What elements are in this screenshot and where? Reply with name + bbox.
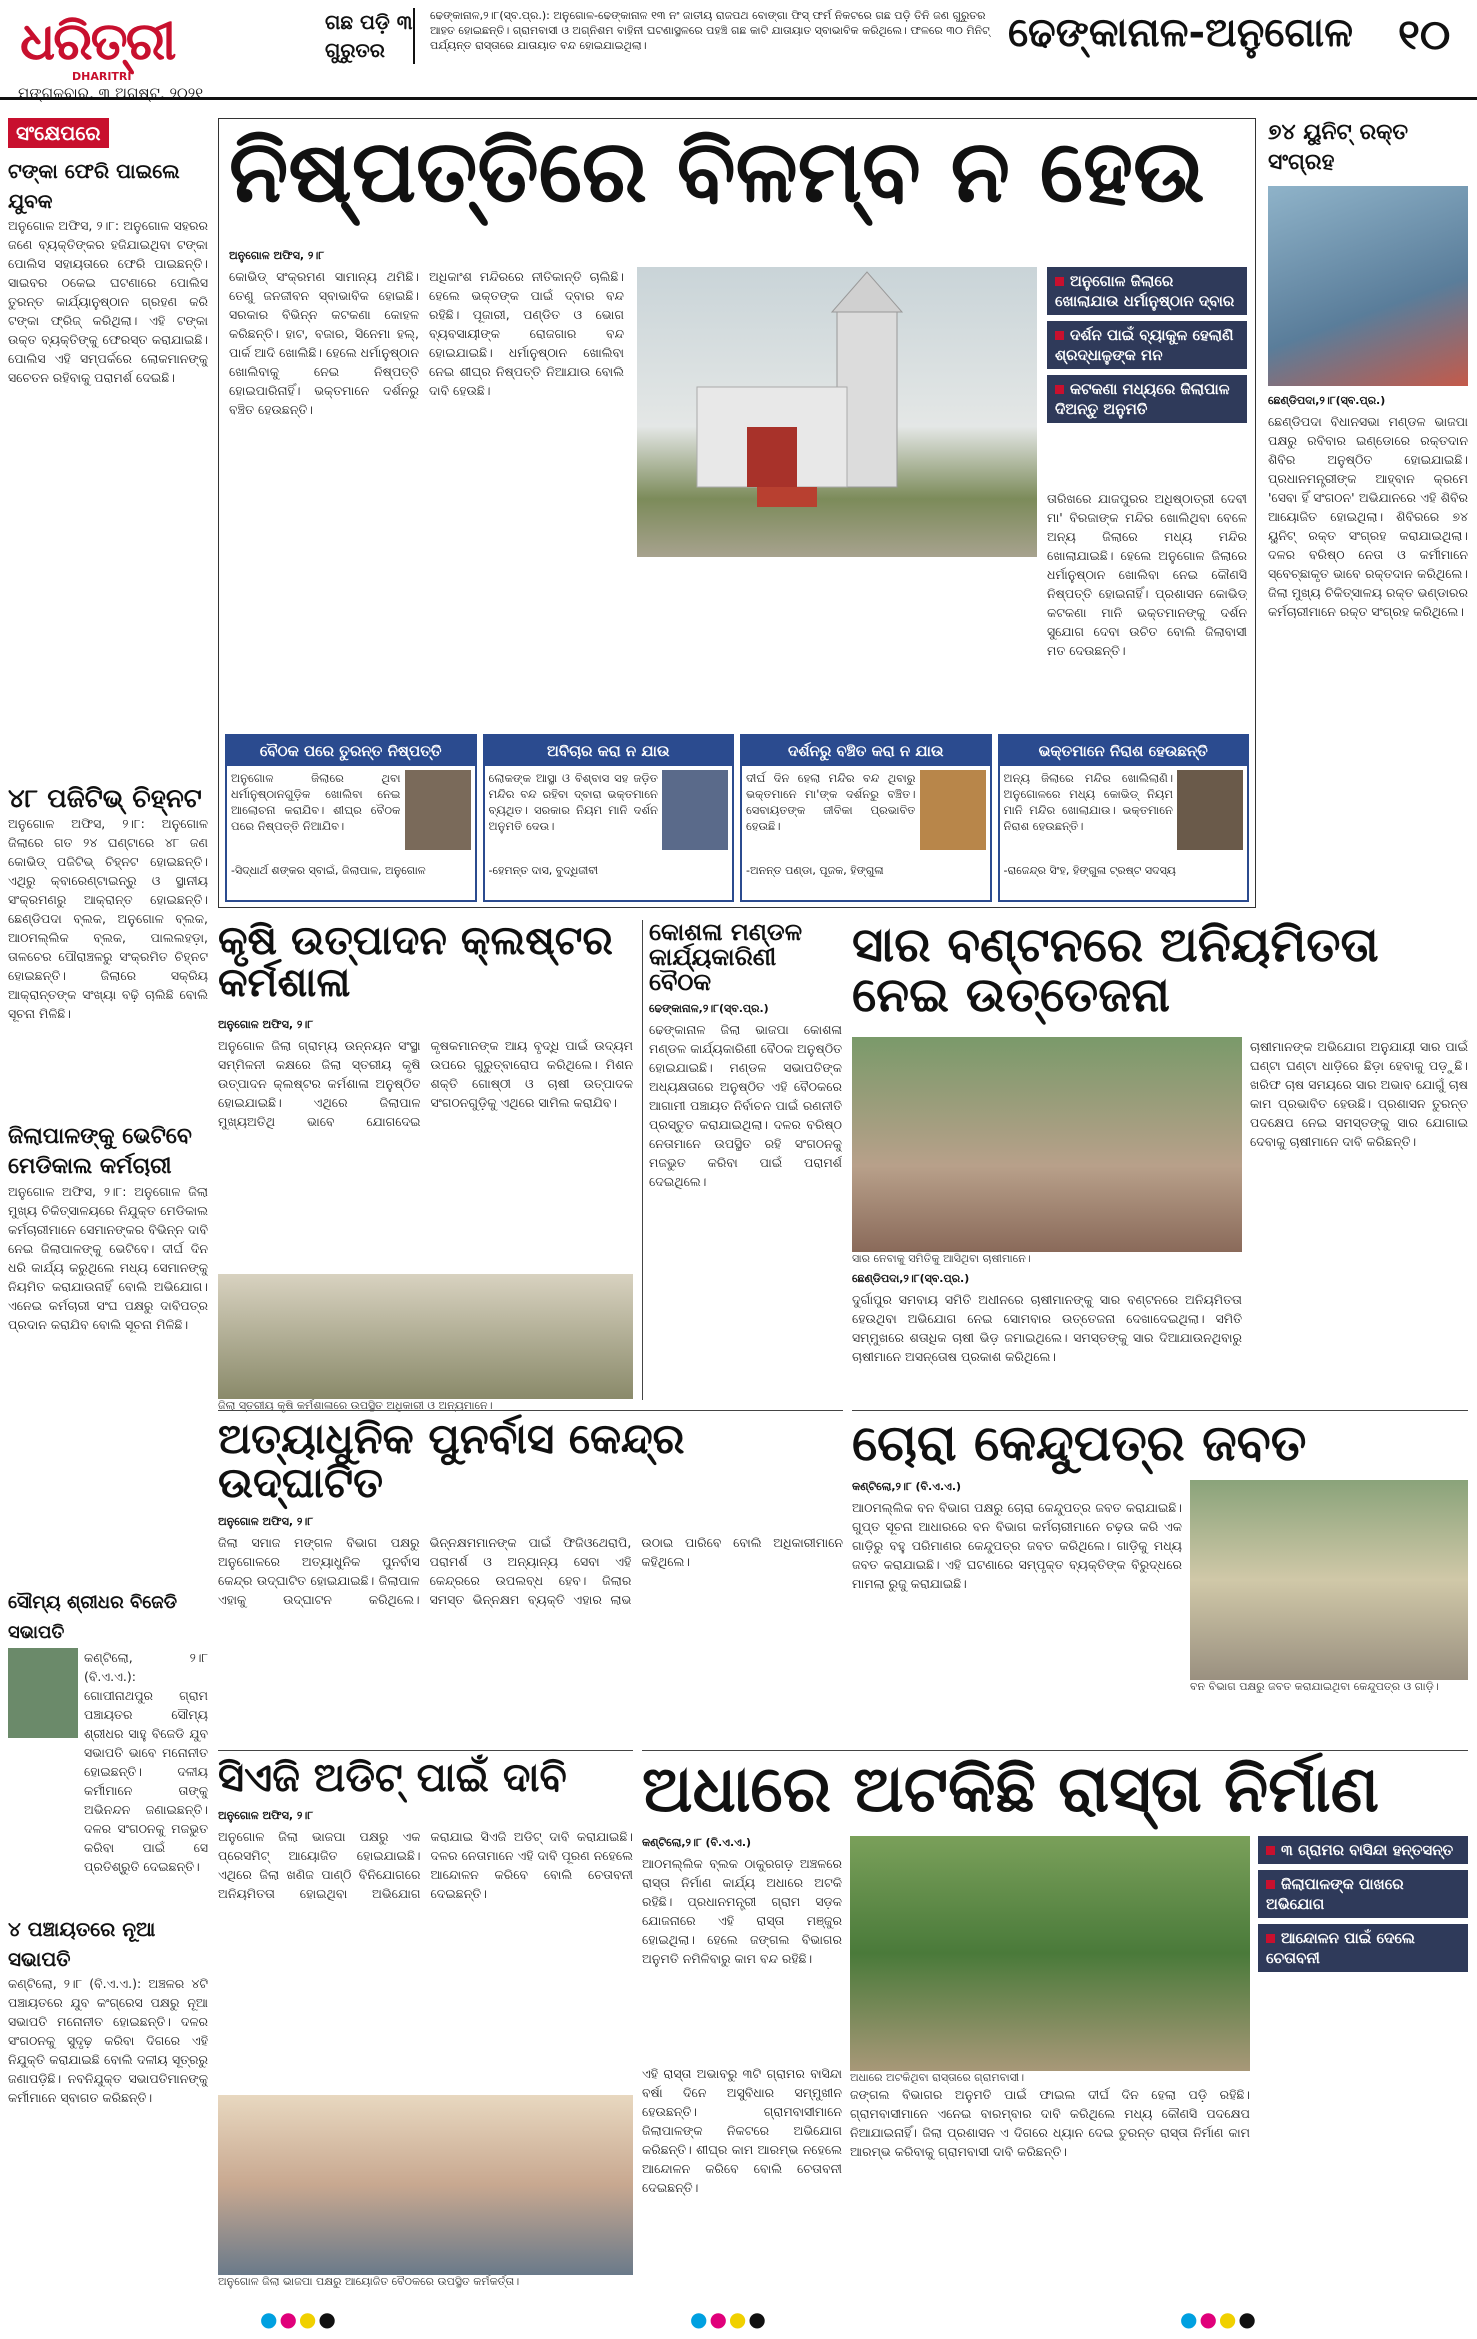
brief-1-headline: ଟଙ୍କା ଫେରି ପାଇଲେ ଯୁବକ <box>8 159 180 213</box>
opinion-box-3 <box>740 734 992 902</box>
fert-headline: ସାର ବଣ୍ଟନରେ ଅନିୟମିତତା ନେଇ ଉତ୍ତେଜନା <box>852 917 1379 1024</box>
kendu-dateline: କଣ୍ଟିଲୋ,୨।୮ (ବି.ଏ.ଏ.) <box>852 1479 962 1493</box>
opinion-3-head: ଦର୍ଶନରୁ ବଞ୍ଚିତ କରା ନ ଯାଉ <box>742 736 990 766</box>
brief-4-text: କଣ୍ଟିଲୋ, ୨।୮ (ବି.ଏ.ଏ.): ଗୋପୀନାଥପୁର ଗ୍ରାମ ପଞ୍ଚାୟତର ସୌମ୍ୟ ଶ୍ରୀଧର ସାହୁ ବିଜେଡି ଯୁବ ସଭାପତି ଭାବେ ମନୋନୀତ ହୋଇଛନ୍ତି। ଦଳୀୟ କର୍ମୀମାନେ ତାଙ୍କୁ ଅଭିନନ୍ଦନ ଜଣାଇଛନ୍ତି। ଦଳର ସଂଗଠନକୁ ମଜଭୁତ କରିବା ପାଇଁ ସେ ପ୍ରତିଶ୍ରୁତି ଦେଇଛନ୍ତି। <box>84 1650 208 1874</box>
rehab-headline: ଅତ୍ୟାଧୁନିକ ପୁନର୍ବାସ କେନ୍ଦ୍ର ଉଦ୍‌ଘାଟିତ <box>218 1414 685 1508</box>
cag-byline: ଅନୁଗୋଳ ଅଫିସ, ୨।୮ <box>218 1809 314 1822</box>
section-name: ଢେଙ୍କାନାଳ-ଅନୁଗୋଳ <box>1008 10 1354 56</box>
road-text-3: ଜଙ୍ଗଲ ବିଭାଗର ଅନୁମତି ପାଇଁ ଫାଇଲ ଦୀର୍ଘ ଦିନ ହେଲା ପଡ଼ି ରହିଛି। ଗ୍ରାମବାସୀମାନେ ଏନେଇ ବାରମ୍ବାର ଦାବି କରିଥିଲେ ମଧ୍ୟ କୌଣସି ପଦକ୍ଷେପ ନିଆଯାଇନାହିଁ। ଜିଲା ପ୍ରଶାସନ ଏ ଦିଗରେ ଧ୍ୟାନ ଦେଇ ତୁରନ୍ତ ରାସ୍ତା ନିର୍ମାଣ କାମ ଆରମ୍ଭ କରିବାକୁ ଗ୍ରାମବାସୀ ଦାବି କରିଛନ୍ତି। <box>850 2087 1250 2160</box>
blood-photo <box>1268 186 1468 386</box>
road-photo <box>850 1836 1250 2071</box>
fert-text-1: ଦୁର୍ଗାପୁର ସମବାୟ ସମିତି ଅଧୀନରେ ଚାଷୀମାନଙ୍କୁ ସାର ବଣ୍ଟନରେ ଅନିୟମିତତା ହେଉଥିବା ଅଭିଯୋଗ ନେଇ ସୋମବାର ଉତ୍ତେଜନା ଦେଖାଦେଇଥିଲା। ସମିତି ସମ୍ମୁଖରେ ଶତାଧିକ ଚାଷୀ ଭିଡ଼ ଜମାଇଥିଲେ। ସମସ୍ତଙ୍କୁ ସାର ଦିଆଯାଉନଥିବାରୁ ଚାଷୀମାନେ ଅସନ୍ତୋଷ ପ୍ରକାଶ କରିଥିଲେ। <box>852 1291 1242 1364</box>
left-column <box>8 118 208 2308</box>
fert-story <box>852 917 1468 1400</box>
lead-bullets <box>1047 267 1247 423</box>
opinion-4-head: ଭକ୍ତମାନେ ନିରାଶ ହେଉଛନ୍ତି <box>1000 736 1248 766</box>
temple-illustration <box>637 267 1037 557</box>
kendu-headline: ଚୋରା କେନ୍ଦୁପତ୍ର ଜବତ <box>852 1414 1307 1472</box>
masthead <box>0 0 1477 100</box>
opinion-row <box>225 734 1249 902</box>
brief-label: ସଂକ୍ଷେପରେ <box>8 118 109 148</box>
agri-byline: ଅନୁଗୋଳ ଅଫିସ, ୨।୮ <box>218 1018 314 1031</box>
registration-marks-2: ●●●● <box>690 2307 768 2331</box>
kendu-photo <box>1190 1480 1468 1680</box>
opinion-2-sign: -ହେମନ୍ତ ଦାସ, ବୁଦ୍ଧିଜୀବୀ <box>488 864 599 877</box>
fert-text-2: ଚାଷୀମାନଙ୍କ ଅଭିଯୋଗ ଅନୁଯାୟୀ ସାର ପାଇଁ ଘଣ୍ଟା ଘଣ୍ଟା ଧାଡ଼ିରେ ଛିଡ଼ା ହେବାକୁ ପଡ଼ୁଛି। ଖରିଫ ଚାଷ ସମୟରେ ସାର ଅଭାବ ଯୋଗୁଁ ଚାଷ କାମ ପ୍ରଭାବିତ ହେଉଛି। ପ୍ରଶାସନ ତୁରନ୍ତ ପଦକ୍ଷେପ ନେଇ ସମସ୍ତଙ୍କୁ ସାର ଯୋଗାଇ ଦେବାକୁ ଚାଷୀମାନେ ଦାବି କରିଛନ୍ତି। <box>1250 1038 1468 1149</box>
brief-4-headline: ସୌମ୍ୟ ଶ୍ରୀଧର ବିଜେଡି ସଭାପତି <box>8 1592 178 1643</box>
road-bullet-3 <box>1258 1924 1468 1972</box>
road-bullet-2-text: ଜିଲାପାଳଙ୍କ ପାଖରେ ଅଭିଯୋଗ <box>1266 1875 1404 1914</box>
top-brief: ଢେଙ୍କାନାଳ,୨।୮(ସ୍ବ.ପ୍ର.): ଅନୁଗୋଳ-ଢେଙ୍କାନାଳ ୧୩ ନଂ ଜାତୀୟ ରାଜପଥ ବୋଙ୍ଗା ଫିସ୍‌ ଫର୍ମ ନିକଟରେ ଗଛ ପଡ଼ି ତିନି ଜଣ ଗୁରୁତର ଆହତ ହୋଇଛନ୍ତି। ଗ୍ରାମବାସୀ ଓ ଅଗ୍ନିଶମ ବାହିନୀ ଘଟଣାସ୍ଥଳରେ ପହଞ୍ଚି ଗଛ କାଟି ଯାତାୟାତ ସ୍ବାଭାବିକ କରିଥିଲେ। ଫଳରେ ୩୦ ମିନିଟ୍‌ ପର୍ଯ୍ୟନ୍ତ ରାସ୍ତାରେ ଯାତାୟାତ ବନ୍ଦ ହୋଇଯାଇଥିଲା। <box>430 9 990 52</box>
agri-text: ଅନୁଗୋଳ ଜିଲା ଗ୍ରାମ୍ୟ ଉନ୍ନୟନ ସଂସ୍ଥା ସମ୍ମିଳନୀ କକ୍ଷରେ ଜିଲା ସ୍ତରୀୟ କୃଷି ଉତ୍ପାଦନ କ୍ଲଷ୍ଟର କର୍ମଶାଳା ଅନୁଷ୍ଠିତ ହୋଇଯାଇଛି। ଏଥିରେ ଜିଲାପାଳ ମୁଖ୍ୟଅତିଥି ଭାବେ ଯୋଗଦେଇ କୃଷକମାନଙ୍କ ଆୟ ବୃଦ୍ଧି ପାଇଁ ଉଦ୍ୟମ ଉପରେ ଗୁରୁତ୍ବାରୋପ କରିଥିଲେ। ମିଶନ ଶକ୍ତି ଗୋଷ୍ଠୀ ଓ ଚାଷୀ ଉତ୍ପାଦକ ସଂଗଠନଗୁଡ଼ିକୁ ଏଥିରେ ସାମିଲ କରାଯିବ। <box>218 1038 633 1129</box>
page-number: ୧୦ <box>1398 10 1451 59</box>
opinion-4-text: ଅନ୍ୟ ଜିଲାରେ ମନ୍ଦିର ଖୋଲିଲାଣି। ଅନୁଗୋଳରେ ମଧ୍ୟ କୋଭିଡ୍‌ ନିୟମ ମାନି ମନ୍ଦିର ଖୋଲାଯାଉ। ଭକ୍ତମାନେ ନିରାଶ ହେଉଛନ୍ତି। <box>1003 771 1173 833</box>
opinion-box-1 <box>225 734 477 902</box>
agri-story <box>218 918 633 1412</box>
lead-bullet-1-text: ଅନୁଗୋଳ ଜିଲାରେ ଖୋଲାଯାଉ ଧର୍ମାନୁଷ୍ଠାନ ଦ୍ବାର <box>1055 272 1235 310</box>
lead-text-col2: ଅଧିକାଂଶ ମନ୍ଦିରରେ ନୀତିକାନ୍ତି ଚାଲିଛି। ହେଲେ ଭକ୍ତଙ୍କ ପାଇଁ ଦ୍ବାର ବନ୍ଦ ରହିଛି। ପୂଜାରୀ, ପଣ୍ଡିତ ଓ ଭୋଗ ବ୍ୟବସାୟୀଙ୍କ ରୋଜଗାର ବନ୍ଦ ହୋଇଯାଇଛି। ଧର୍ମାନୁଷ୍ଠାନ ଖୋଲିବା ନେଇ ଶୀଘ୍ର ନିଷ୍ପତ୍ତି ନିଆଯାଉ ବୋଲି ଦାବି ହେଉଛି। <box>429 269 624 398</box>
lead-text-col3: ତାରିଖରେ ଯାଜପୁରର ଅଧିଷ୍ଠାତ୍ରୀ ଦେବୀ ମା' ବିରଜାଙ୍କ ମନ୍ଦିର ଖୋଲିଥିବା ବେଳେ ଅନ୍ୟ ଜିଲାରେ ମଧ୍ୟ ମନ୍ଦିର ଖୋଲାଯାଇଛି। ହେଲେ ଅନୁଗୋଳ ଜିଲାରେ ଧର୍ମାନୁଷ୍ଠାନ ଖୋଲିବା ନେଇ କୌଣସି ନିଷ୍ପତ୍ତି ହୋଇନାହିଁ। ପ୍ରଶାସନ କୋଭିଡ୍‌ କଟକଣା ମାନି ଭକ୍ତମାନଙ୍କୁ ଦର୍ଶନ ସୁଯୋଗ ଦେବା ଉଚିତ ବୋଲି ଜିଲାବାସୀ ମତ ଦେଉଛନ୍ତି। <box>1047 491 1247 658</box>
issue-date: ମଙ୍ଗଳବାର, ୩ ଅଗଷ୍ଟ, ୨୦୨୧ <box>18 84 204 102</box>
road-story <box>642 1750 1468 2310</box>
fert-dateline: ଛେଣ୍ଡିପଦା,୨।୮(ସ୍ବ.ପ୍ର.) <box>852 1271 970 1285</box>
lead-story-box <box>218 118 1256 908</box>
lead-text-col1: କୋଭିଡ୍‌ ସଂକ୍ରମଣ ସାମାନ୍ୟ ଥମିଛି। ତେଣୁ ଜନଜୀବନ ସ୍ବାଭାବିକ ହୋଇଛି। ସରକାର ବିଭିନ୍ନ କଟକଣା କୋହଳ କରିଛନ୍ତି। ହାଟ, ବଜାର, ସିନେମା ହଲ୍‌, ପାର୍କ ଆଦି ଖୋଲିଛି। ହେଲେ ଧର୍ମାନୁଷ୍ଠାନ ଖୋଲିବାକୁ ନେଇ ନିଷ୍ପତ୍ତି ହୋଇପାରିନାହିଁ। ଭକ୍ତମାନେ ଦର୍ଶନରୁ ବଞ୍ଚିତ ହେଉଛନ୍ତି। <box>229 269 419 417</box>
cag-photo <box>218 2095 633 2275</box>
kendu-caption: ବନ ବିଭାଗ ପକ୍ଷରୁ ଜବତ କରାଯାଇଥିବା କେନ୍ଦୁପତ୍ର ଓ ଗାଡ଼ି। <box>1190 1679 1439 1693</box>
bullet-square-icon <box>1055 385 1064 394</box>
cag-story <box>218 1750 633 2310</box>
lead-bullet-1 <box>1047 267 1247 315</box>
opinion-box-2 <box>483 734 735 902</box>
brief-4-photo <box>8 1648 78 1738</box>
kosala-dateline: ଢେଙ୍କାନାଳ,୨।୮(ସ୍ବ.ପ୍ର.) <box>649 1001 769 1015</box>
lead-bullet-2-text: ଦର୍ଶନ ପାଇଁ ବ୍ୟାକୁଳ ହେଲାଣି ଶ୍ରଦ୍ଧାଳୁଙ୍କ ମନ <box>1055 326 1234 364</box>
road-bullet-1-text: ୩ ଗ୍ରାମର ବାସିନ୍ଦା ହନ୍ତସନ୍ତ <box>1281 1841 1454 1860</box>
kosala-headline: କୋଶଳା ମଣ୍ଡଳ କାର୍ଯ୍ୟକାରିଣୀ ବୈଠକ <box>649 918 803 997</box>
agri-photo <box>218 1274 633 1399</box>
lead-byline: ଅନୁଗୋଳ ଅଫିସ, ୨।୮ <box>229 249 325 262</box>
rehab-text: ଜିଲା ସମାଜ ମଙ୍ଗଳ ବିଭାଗ ପକ୍ଷରୁ ଅନୁଗୋଳରେ ଅତ୍ୟାଧୁନିକ ପୁନର୍ବାସ କେନ୍ଦ୍ର ଉଦ୍‌ଘାଟିତ ହୋଇଯାଇଛି। ଜିଲାପାଳ ଏହାକୁ ଉଦ୍‌ଘାଟନ କରିଥିଲେ। ଭିନ୍ନକ୍ଷମମାନଙ୍କ ପାଇଁ ଫିଜିଓଥେରାପି, ପରାମର୍ଶ ଓ ଅନ୍ୟାନ୍ୟ ସେବା ଏହି କେନ୍ଦ୍ରରେ ଉପଲବ୍ଧ ହେବ। ଜିଲାର ସମସ୍ତ ଭିନ୍ନକ୍ଷମ ବ୍ୟକ୍ତି ଏହାର ଲାଭ ଉଠାଇ ପାରିବେ ବୋଲି ଅଧିକାରୀମାନେ କହିଥିଲେ। <box>218 1535 843 1608</box>
road-bullet-1 <box>1258 1836 1468 1864</box>
bullet-square-icon <box>1266 1846 1275 1855</box>
kosala-text: ଢେଙ୍କାନାଳ ଜିଲା ଭାଜପା କୋଶଳା ମଣ୍ଡଳ କାର୍ଯ୍ୟକାରିଣୀ ବୈଠକ ଅନୁଷ୍ଠିତ ହୋଇଯାଇଛି। ମଣ୍ଡଳ ସଭାପତିଙ୍କ ଅଧ୍ୟକ୍ଷତାରେ ଅନୁଷ୍ଠିତ ଏହି ବୈଠକରେ ଆଗାମୀ ପଞ୍ଚାୟତ ନିର୍ବାଚନ ପାଇଁ ରଣନୀତି ପ୍ରସ୍ତୁତ କରାଯାଇଥିଲା। ଦଳର ବରିଷ୍ଠ ନେତାମାନେ ଉପସ୍ଥିତ ରହି ସଂଗଠନକୁ ମଜଭୁତ କରିବା ପାଇଁ ପରାମର୍ଶ ଦେଇଥିଲେ। <box>649 1021 842 1189</box>
road-bullet-2 <box>1258 1870 1468 1918</box>
opinion-1-sign: -ସିଦ୍ଧାର୍ଥ ଶଙ୍କର ସ୍ବାଇଁ, ଜିଲାପାଳ, ଅନୁଗୋଳ <box>231 864 426 877</box>
opinion-3-text: ଦୀର୍ଘ ଦିନ ହେଲା ମନ୍ଦିର ବନ୍ଦ ଥିବାରୁ ଭକ୍ତମାନେ ମା'ଙ୍କ ଦର୍ଶନରୁ ବଞ୍ଚିତ। ସେବାୟତଙ୍କ ଜୀବିକା ପ୍ରଭାବିତ ହେଉଛି। <box>746 771 916 833</box>
rehab-byline: ଅନୁଗୋଳ ଅଫିସ, ୨।୮ <box>218 1515 314 1529</box>
opinion-2-photo <box>662 770 728 850</box>
lead-bullet-2 <box>1047 321 1247 369</box>
agri-caption: ଜିଲା ସ୍ତରୀୟ କୃଷି କର୍ମଶାଳାରେ ଉପସ୍ଥିତ ଅଧିକାରୀ ଓ ଅନ୍ୟମାନେ। <box>218 1399 493 1412</box>
kendu-text: ଆଠମଲ୍ଲିକ ବନ ବିଭାଗ ପକ୍ଷରୁ ଚୋରା କେନ୍ଦୁପତ୍ର ଜବତ କରାଯାଇଛି। ଗୁପ୍ତ ସୂଚନା ଆଧାରରେ ବନ ବିଭାଗ କର୍ମଚାରୀମାନେ ଚଢ଼ଉ କରି ଏକ ଗାଡ଼ିରୁ ବହୁ ପରିମାଣର କେନ୍ଦୁପତ୍ର ଜବତ କରିଥିଲେ। ଗାଡ଼ିକୁ ମଧ୍ୟ ଜବତ କରାଯାଇଛି। ଏହି ଘଟଣାରେ ସମ୍ପୃକ୍ତ ବ୍ୟକ୍ତିଙ୍କ ବିରୁଦ୍ଧରେ ମାମଲା ରୁଜୁ କରାଯାଇଛି। <box>852 1499 1182 1591</box>
road-caption: ଅଧାରେ ଅଟକିଥିବା ରାସ୍ତାରେ ଗ୍ରାମବାସୀ। <box>850 2071 1025 2085</box>
blood-dateline: ଛେଣ୍ଡିପଦା,୨।୮(ସ୍ବ.ପ୍ର.) <box>1268 394 1386 407</box>
brief-2-text: ଅନୁଗୋଳ ଅଫିସ, ୨।୮: ଅନୁଗୋଳ ଜିଲାରେ ଗତ ୨୪ ଘଣ୍ଟାରେ ୪୮ ଜଣ କୋଭିଡ୍‌ ପଜିଟିଭ୍‌ ଚିହ୍ନଟ ହୋଇଛନ୍ତି। ଏଥିରୁ କ୍ବାରେଣ୍ଟାଇନ୍‌ରୁ ଓ ସ୍ଥାନୀୟ ସଂକ୍ରମଣରୁ ଆକ୍ରାନ୍ତ ହୋଇଛନ୍ତି। ଛେଣ୍ଡିପଦା ବ୍ଲକ, ଅନୁଗୋଳ ବ୍ଲକ, ଆଠମଲ୍ଲିକ ବ୍ଲକ, ପାଲଲହଡ଼ା, ତାଳଚେର ପୌରାଞ୍ଚଳରୁ ସଂକ୍ରମିତ ଚିହ୍ନଟ ହୋଇଛନ୍ତି। ଜିଲାରେ ସକ୍ରିୟ ଆକ୍ରାନ୍ତଙ୍କ ସଂଖ୍ୟା ବଢ଼ି ଚାଲିଛି ବୋଲି ସୂଚନା ମିଳିଛି। <box>8 816 208 1021</box>
cag-headline: ସିଏଜି ଅଡିଟ୍‌ ପାଇଁ ଦାବି <box>218 1755 567 1801</box>
kendu-story <box>852 1410 1468 1740</box>
logo-subtitle: DHARITRI <box>72 70 132 83</box>
bullet-square-icon <box>1266 1934 1275 1943</box>
cag-caption: ଅନୁଗୋଳ ଜିଲା ଭାଜପା ପକ୍ଷରୁ ଆୟୋଜିତ ବୈଠକରେ ଉପସ୍ଥିତ କର୍ମକର୍ତ୍ତା। <box>218 2275 520 2288</box>
agri-headline: କୃଷି ଉତ୍ପାଦନ କ୍ଲଷ୍ଟର କର୍ମଶାଳା <box>218 918 613 1006</box>
opinion-2-text: ଲୋକଙ୍କ ଆସ୍ଥା ଓ ବିଶ୍ବାସ ସହ ଜଡ଼ିତ ମନ୍ଦିର ବନ୍ଦ ରହିବା ଦ୍ବାରା ଭକ୍ତମାନେ ବ୍ୟଥିତ। ସରକାର ନିୟମ ମାନି ଦର୍ଶନ ଅନୁମତି ଦେଉ। <box>488 771 658 833</box>
brief-5-headline: ୪ ପଞ୍ଚାୟତରେ ନୂଆ ସଭାପତି <box>8 1917 156 1971</box>
rehab-story <box>218 1410 843 1740</box>
opinion-1-photo <box>405 770 471 850</box>
blood-headline: ୭୪ ୟୁନିଟ୍‌ ରକ୍ତ ସଂଗ୍ରହ <box>1268 120 1409 175</box>
brief-3-headline: ଜିଲାପାଳଙ୍କୁ ଭେଟିବେ ମେଡିକାଲ କର୍ମଚାରୀ <box>8 1124 192 1179</box>
opinion-3-photo <box>920 770 986 850</box>
opinion-1-head: ବୈଠକ ପରେ ତୁରନ୍ତ ନିଷ୍ପତ୍ତି <box>227 736 475 766</box>
fert-caption: ସାର ନେବାକୁ ସମିତିକୁ ଆସିଥିବା ଚାଷୀମାନେ। <box>852 1251 1031 1265</box>
fert-photo <box>852 1037 1242 1252</box>
brief-1-text: ଅନୁଗୋଳ ଅଫିସ, ୨।୮: ଅନୁଗୋଳ ସହରର ଜଣେ ବ୍ୟକ୍ତିଙ୍କର ହଜିଯାଇଥିବା ଟଙ୍କା ପୋଲିସ ସହାୟତାରେ ଫେରି ପାଇଛନ୍ତି। ସାଇବର ଠକେଇ ଘଟଣାରେ ପୋଲିସ ତୁରନ୍ତ କାର୍ଯ୍ୟାନୁଷ୍ଠାନ ଗ୍ରହଣ କରି ଟଙ୍କା ଫ୍ରିଜ୍‌ କରିଥିଲା। ଏହି ଟଙ୍କା ଉକ୍ତ ବ୍ୟକ୍ତିଙ୍କୁ ଫେରସ୍ତ କରାଯାଇଛି। ପୋଲିସ ଏହି ସମ୍ପର୍କରେ ଲୋକମାନଙ୍କୁ ସଚେତନ ରହିବାକୁ ପରାମର୍ଶ ଦେଇଛି। <box>8 218 208 385</box>
bullet-square-icon <box>1055 331 1064 340</box>
opinion-1-text: ଅନୁଗୋଳ ଜିଲାରେ ଥିବା ଧର୍ମାନୁଷ୍ଠାନଗୁଡ଼ିକ ଖୋଲିବା ନେଇ ଆଲୋଚନା କରାଯିବ। ଶୀଘ୍ର ବୈଠକ ପରେ ନିଷ୍ପତ୍ତି ନିଆଯିବ। <box>231 771 401 833</box>
brief-3-text: ଅନୁଗୋଳ ଅଫିସ, ୨।୮: ଅନୁଗୋଳ ଜିଲା ମୁଖ୍ୟ ଚିକିତ୍ସାଳୟରେ ନିଯୁକ୍ତ ମେଡିକାଲ କର୍ମଚାରୀମାନେ ସେମାନଙ୍କର ବିଭିନ୍ନ ଦାବି ନେଇ ଜିଲାପାଳଙ୍କୁ ଭେଟିବେ। ଦୀର୍ଘ ଦିନ ଧରି କାର୍ଯ୍ୟ କରୁଥିଲେ ମଧ୍ୟ ସେମାନଙ୍କୁ ନିୟମିତ କରାଯାଉନାହିଁ ବୋଲି ଅଭିଯୋଗ। ଏନେଇ କର୍ମଚାରୀ ସଂଘ ପକ୍ଷରୁ ଦାବିପତ୍ର ପ୍ରଦାନ କରାଯିବ ବୋଲି ସୂଚନା ମିଳିଛି। <box>8 1184 208 1332</box>
lead-headline: ନିଷ୍ପତ୍ତିରେ ବିଳମ୍ବ ନ ହେଉ <box>229 122 1205 222</box>
top-tag: ଗଛ ପଡ଼ି ୩ ଗୁରୁତର <box>325 8 415 64</box>
road-bullet-3-text: ଆନ୍ଦୋଳନ ପାଇଁ ଦେଲେ ଚେତାବନୀ <box>1266 1929 1415 1968</box>
opinion-3-sign: -ଅନନ୍ତ ପଣ୍ଡା, ପୂଜକ, ହିଙ୍ଗୁଳା <box>746 864 884 877</box>
road-dateline: କଣ୍ଟିଲୋ,୨।୮ (ବି.ଏ.ଏ.) <box>642 1836 752 1850</box>
cag-text: ଅନୁଗୋଳ ଜିଲା ଭାଜପା ପକ୍ଷରୁ ଏକ ପ୍ରେସମିଟ୍‌ ଆୟୋଜିତ ହୋଇଯାଇଛି। ଏଥିରେ ଜିଲା ଖଣିଜ ପାଣ୍ଠି ବିନିଯୋଗରେ ଅନିୟମିତତା ହୋଇଥିବା ଅଭିଯୋଗ କରାଯାଇ ସିଏଜି ଅଡିଟ୍‌ ଦାବି କରାଯାଇଛି। ଦଳର ନେତାମାନେ ଏହି ଦାବି ପୂରଣ ନହେଲେ ଆନ୍ଦୋଳନ କରିବେ ବୋଲି ଚେତାବନୀ ଦେଇଛନ୍ତି। <box>218 1829 633 1901</box>
lead-bullet-3-text: କଟକଣା ମଧ୍ୟରେ ଜିଲାପାଳ ଦିଅନ୍ତୁ ଅନୁମତି <box>1055 380 1230 418</box>
bullet-square-icon <box>1055 277 1064 286</box>
brief-2-headline: ୪୮ ପଜିଟିଭ୍‌ ଚିହ୍ନଟ <box>8 784 202 814</box>
temple-photo <box>637 267 1037 557</box>
newspaper-logo: ଧରିତ୍ରୀ <box>20 12 175 72</box>
blood-text: ଛେଣ୍ଡିପଦା ବିଧାନସଭା ମଣ୍ଡଳ ଭାଜପା ପକ୍ଷରୁ ରବିବାର ଇଣ୍ଡୋରେ ରକ୍ତଦାନ ଶିବିର ଅନୁଷ୍ଠିତ ହୋଇଯାଇଛି। ପ୍ରଧାନମନ୍ତ୍ରୀଙ୍କ ଆହ୍ବାନ କ୍ରମେ 'ସେବା ହିଁ ସଂଗଠନ' ଅଭିଯାନରେ ଏହି ଶିବିର ଆୟୋଜିତ ହୋଇଥିଲା। ଶିବିରରେ ୭୪ ୟୁନିଟ୍‌ ରକ୍ତ ସଂଗ୍ରହ କରାଯାଇଥିଲା। ଦଳର ବରିଷ୍ଠ ନେତା ଓ କର୍ମୀମାନେ ସ୍ବେଚ୍ଛାକୃତ ଭାବେ ରକ୍ତଦାନ କରିଥିଲେ। ଜିଲା ମୁଖ୍ୟ ଚିକିତ୍ସାଳୟ ରକ୍ତ ଭଣ୍ଡାରର କର୍ମଚାରୀମାନେ ରକ୍ତ ସଂଗ୍ରହ କରିଥିଲେ। <box>1268 414 1468 619</box>
kosala-story <box>642 920 842 1400</box>
lead-bullet-3 <box>1047 375 1247 423</box>
bullet-square-icon <box>1266 1880 1275 1889</box>
opinion-2-head: ଅବିଚାର କରା ନ ଯାଉ <box>485 736 733 766</box>
opinion-4-sign: -ରାଜେନ୍ଦ୍ର ସିଂହ, ହିଙ୍ଗୁଳା ଟ୍ରଷ୍ଟ ସଦସ୍ୟ <box>1003 864 1176 877</box>
blood-story <box>1268 118 1468 908</box>
road-text-2: ଏହି ରାସ୍ତା ଅଭାବରୁ ୩ଟି ଗ୍ରାମର ବାସିନ୍ଦା ବର୍ଷା ଦିନେ ଅସୁବିଧାର ସମ୍ମୁଖୀନ ହେଉଛନ୍ତି। ଗ୍ରାମବାସୀମାନେ ଜିଲାପାଳଙ୍କ ନିକଟରେ ଅଭିଯୋଗ କରିଛନ୍ତି। ଶୀଘ୍ର କାମ ଆରମ୍ଭ ନହେଲେ ଆନ୍ଦୋଳନ କରିବେ ବୋଲି ଚେତାବନୀ ଦେଇଛନ୍ତି। <box>642 2066 842 2196</box>
opinion-4-photo <box>1177 770 1243 850</box>
registration-marks-3: ●●●● <box>1180 2307 1258 2331</box>
brief-5-text: କଣ୍ଟିଲୋ, ୨।୮ (ବି.ଏ.ଏ.): ଅଞ୍ଚଳର ୪ଟି ପଞ୍ଚାୟତରେ ଯୁବ କଂଗ୍ରେସ ପକ୍ଷରୁ ନୂଆ ସଭାପତି ମନୋନୀତ ହୋଇଛନ୍ତି। ଦଳର ସଂଗଠନକୁ ସୁଦୃଢ଼ କରିବା ଦିଗରେ ଏହି ନିଯୁକ୍ତି କରାଯାଇଛି ବୋଲି ଦଳୀୟ ସୂତ୍ରରୁ ଜଣାପଡ଼ିଛି। ନବନିଯୁକ୍ତ ସଭାପତିମାନଙ୍କୁ କର୍ମୀମାନେ ସ୍ବାଗତ କରିଛନ୍ତି। <box>8 1976 208 2105</box>
registration-marks-1: ●●●● <box>260 2307 338 2331</box>
road-headline: ଅଧାରେ ଅଟକିଛି ରାସ୍ତା ନିର୍ମାଣ <box>642 1753 1379 1827</box>
opinion-box-4 <box>998 734 1250 902</box>
road-text-1: ଆଠମଲ୍ଲିକ ବ୍ଲକ ଠାକୁରଗଡ଼ ଅଞ୍ଚଳରେ ରାସ୍ତା ନିର୍ମାଣ କାର୍ଯ୍ୟ ଅଧାରେ ଅଟକି ରହିଛି। ପ୍ରଧାନମନ୍ତ୍ରୀ ଗ୍ରାମ ସଡ଼କ ଯୋଜନାରେ ଏହି ରାସ୍ତା ମଞ୍ଜୁର ହୋଇଥିଲା। ହେଲେ ଜଙ୍ଗଲ ବିଭାଗର ଅନୁମତି ନମିଳିବାରୁ କାମ ବନ୍ଦ ରହିଛି। <box>642 1856 842 1967</box>
